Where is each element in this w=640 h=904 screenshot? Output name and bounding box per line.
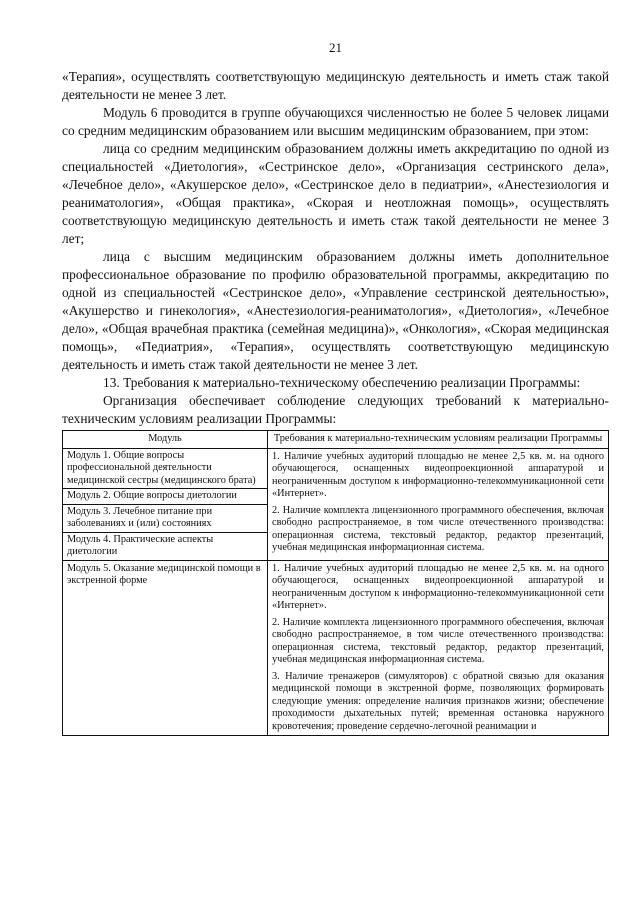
paragraph-continuation: «Терапия», осуществлять соответствующую медицинскую деятельность и иметь стаж такой деятельности не менее 3 лет. bbox=[62, 69, 609, 102]
section-heading-13: 13. Требования к материально-техническому обеспечению реализации Программы: bbox=[103, 375, 581, 390]
requirements-cell bbox=[268, 448, 609, 560]
module-4: Модуль 4. Практические аспекты диетологии bbox=[63, 532, 267, 560]
table-row bbox=[63, 448, 609, 560]
requirement-item: 2. Наличие комплекта лицензионного программного обеспечения, включая свободно распространяемое, в том числе отечественного производства: операционная система, текстовый редактор, редактор презентаций, учебная медицинская информационная система. bbox=[272, 504, 604, 553]
requirements-table bbox=[62, 430, 609, 736]
module-2: Модуль 2. Общие вопросы диетологии bbox=[63, 488, 267, 504]
paragraph-higher-education: лица с высшим медицинским образованием должны иметь дополнительное профессиональное образование по профилю образовательной программы, аккредитацию по одной из специальностей «Сестринское дело», «Управление сестринской деятельностью», «Акушерство и гинекология», «Анестезиология-реаниматология», «Диетология», «Лечебное дело», «Общая врачебная практика (семейная медицина)», «Онкология», «Скорая медицинская помощь», «Педиатрия», «Терапия», осуществлять соответствующую медицинскую деятельность и иметь стаж такой деятельности не менее 3 лет. bbox=[62, 249, 609, 372]
module-5: Модуль 5. Оказание медицинской помощи в экстренной форме bbox=[63, 560, 268, 736]
requirement-item: 1. Наличие учебных аудиторий площадью не менее 2,5 кв. м. на одного обучающегося, оснащенных видеопроекционной аппаратурой и неограниченным доступом к информационно-телекоммуникационной сети «Интернет». bbox=[272, 562, 604, 611]
page-number: 21 bbox=[329, 40, 342, 55]
requirements-cell bbox=[268, 560, 609, 736]
table-header-row bbox=[63, 431, 609, 449]
module-3: Модуль 3. Лечебное питание при заболеваниях и (или) состояниях bbox=[63, 504, 267, 532]
header-module: Модуль bbox=[63, 431, 268, 449]
paragraph-secondary-education: лица со средним медицинским образованием должны иметь аккредитацию по одной из специальностей «Диетология», «Сестринское дело», «Организация сестринского дела», «Лечебное дело», «Акушерское дело», «Сестринское дело в педиатрии», «Анестезиология и реаниматология», «Общая практика», «Скорая и неотложная помощь», осуществлять соответствующую медицинскую деятельность и иметь стаж такой деятельности не менее 3 лет; bbox=[62, 141, 609, 246]
requirement-item: 3. Наличие тренажеров (симуляторов) с обратной связью для оказания медицинской помощи в экстренной форме, позволяющих формировать следующие умения: определение наличия признаков жизни; обеспечение проходимости дыхательных путей; временная остановка наружного кровотечения; проведение сердечно-легочной реанимации и bbox=[272, 670, 604, 732]
module-1: Модуль 1. Общие вопросы профессиональной деятельности медицинской сестры (медицинского брата) bbox=[67, 449, 256, 486]
paragraph-table-intro: Организация обеспечивает соблюдение следующих требований к материально-техническим условиям реализации Программы: bbox=[62, 393, 609, 426]
requirement-item: 1. Наличие учебных аудиторий площадью не менее 2,5 кв. м. на одного обучающегося, оснащенных видеопроекционной аппаратурой и неограниченным доступом к информационно-телекоммуникационной сети «Интернет». bbox=[272, 450, 604, 499]
requirement-item: 2. Наличие комплекта лицензионного программного обеспечения, включая свободно распространяемое, в том числе отечественного производства: операционная система, текстовый редактор, редактор презентаций, учебная медицинская информационная система. bbox=[272, 616, 604, 665]
module-list-cell bbox=[63, 448, 268, 560]
table-row bbox=[63, 560, 609, 736]
paragraph-module-6: Модуль 6 проводится в группе обучающихся численностью не более 5 человек лицами со средним медицинским образованием или высшим медицинским образованием, при этом: bbox=[62, 105, 609, 138]
header-requirements: Требования к материально-техническим условиям реализации Программы bbox=[268, 431, 609, 449]
